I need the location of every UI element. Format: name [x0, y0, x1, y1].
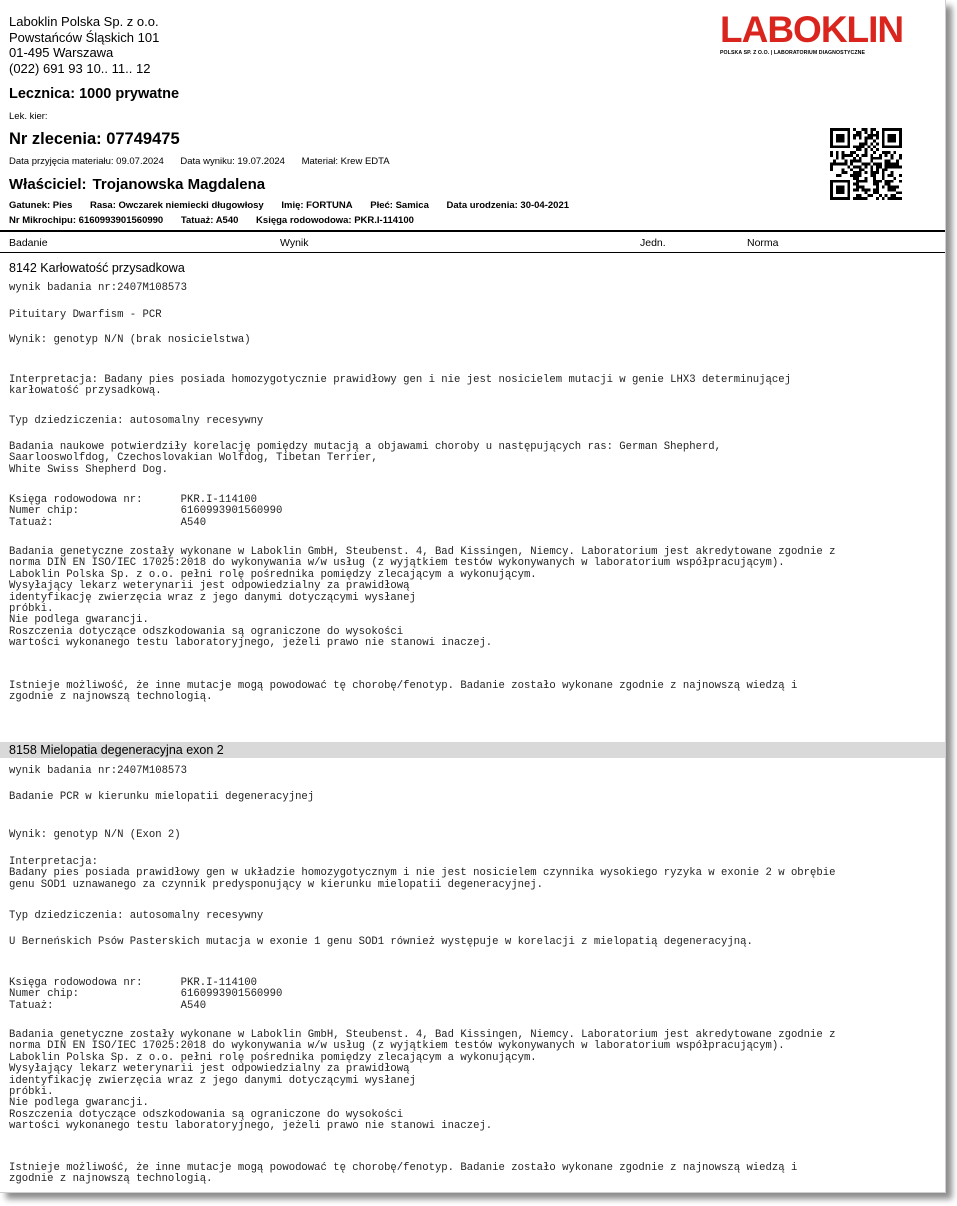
animal-species: Gatunek: Pies: [9, 200, 73, 211]
column-header-badanie: Badanie: [9, 237, 48, 249]
mutation-note: Istnieje możliwość, że inne mutacje mogą powodować tę chorobę/fenotyp. Badanie zostało wykonane zgodnie z najnowszą wiedzą i zgodnie z najnowszą technologią.: [9, 1162, 798, 1186]
result-genotype: Wynik: genotyp N/N (Exon 2): [9, 829, 181, 841]
interpretation: Interpretacja: Badany pies posiada homozygotycznie prawidłowy gen i nie jest nosicielem mutacji w genie LHX3 determinującej karłowatość przysadkową.: [9, 374, 791, 398]
lab-disclaimer: Badania genetyczne zostały wykonane w Laboklin GmbH, Steubenst. 4, Bad Kissingen, Niemcy. Laboratorium jest akredytowane zgodnie z norma DIN EN ISO/IEC 17025:2018 do wykonywania w/w usług (z wyjątkiem testów wykonywanych w laboratorium współpracującym). Laboklin Polska Sp. z o.o. pełni rolę pośrednika pomiędzy zlecającym a wykonującym. Wysyłający lekarz weterynarii jest odpowiedzialny za prawidłową identyfikację zwierzęcia wraz z jego danymi dotyczącymi wysłanej próbki. Nie podlega gwarancji. Roszczenia dotyczące odszkodowania są ograniczone do wysokości wartości wykonanego testu laboratoryjnego, jeżeli prawo nie stanowi inaczej.: [9, 1029, 836, 1133]
material: Materiał: Krew EDTA: [301, 156, 390, 167]
animal-breed: Rasa: Owczarek niemiecki długowłosy: [90, 200, 264, 211]
company-name: Laboklin Polska Sp. z o.o.: [9, 14, 159, 29]
animal-sex: Płeć: Samica: [370, 200, 429, 211]
lek-kier-label: Lek. kier:: [9, 111, 48, 122]
result-genotype: Wynik: genotyp N/N (brak nosicielstwa): [9, 334, 251, 346]
company-phone: (022) 691 93 10.. 11.. 12: [9, 60, 151, 76]
column-header-divider: [0, 252, 945, 253]
animal-row: [9, 200, 584, 211]
animal-name: Imię: FORTUNA: [281, 200, 353, 211]
pedigree-number: Księga rodowodowa: PKR.I-114100: [256, 215, 414, 226]
breed-correlation: U Berneńskich Psów Pasterskich mutacja w exonie 1 genu SOD1 również występuje w korelacji z mielopatią degeneracyjną.: [9, 936, 753, 948]
received-date: Data przyjęcia materiału: 09.07.2024: [9, 156, 164, 167]
column-header-wynik: Wynik: [280, 237, 309, 249]
animal-birth: Data urodzenia: 30-04-2021: [446, 200, 570, 211]
clinic-label: Lecznica: 1000 prywatne: [9, 86, 180, 102]
laboklin-logo: [720, 9, 915, 56]
inheritance-type: Typ dziedziczenia: autosomalny recesywny: [9, 910, 264, 922]
interpretation: Interpretacja: Badany pies posiada prawidłowy gen w układzie homozygotycznym i nie jest nosicielem czynnika wysokiego ryzyka w exonie 2 w obrębie genu SOD1 uznawanego za czynnik predysponujący w kierunku mielopatii degeneracyjnej.: [9, 856, 836, 891]
test-name: Badanie PCR w kierunku mielopatii degeneracyjnej: [9, 791, 315, 803]
column-header-jedn: Jedn.: [640, 237, 666, 249]
company-street: Powstańców Śląskich 101: [9, 29, 160, 45]
result-number: wynik badania nr:2407M108573: [9, 765, 188, 777]
company-city: 01-495 Warszawa: [9, 45, 114, 61]
result-date: Data wyniku: 19.07.2024: [180, 156, 285, 167]
result-number: wynik badania nr:2407M108573: [9, 282, 188, 294]
animal-ids-block: Księga rodowodowa nr: PKR.I-114100 Numer chip: 6160993901560990 Tatuaż: A540: [9, 494, 283, 529]
order-number: Nr zlecenia: 07749475: [9, 130, 180, 148]
owner-name: Trojanowska Magdalena: [92, 176, 266, 193]
mutation-note: Istnieje możliwość, że inne mutacje mogą powodować tę chorobę/fenotyp. Badanie zostało wykonane zgodnie z najnowszą wiedzą i zgodnie z najnowszą technologią.: [9, 680, 798, 704]
header-divider: [0, 230, 945, 232]
logo-subtitle: POLSKA SP. Z O.O. | LABORATORIUM DIAGNOSTYCZNE: [720, 50, 866, 56]
logo-wordmark: LABOKLIN: [720, 9, 904, 50]
owner-label: Właściciel:: [9, 176, 87, 193]
section-title: 8142 Karłowatość przysadkowa: [9, 261, 185, 275]
owner-row: [9, 176, 265, 193]
tattoo: Tatuaż: A540: [180, 215, 239, 226]
test-name: Pituitary Dwarfism - PCR: [9, 309, 162, 321]
lab-disclaimer: Badania genetyczne zostały wykonane w Laboklin GmbH, Steubenst. 4, Bad Kissingen, Niemcy. Laboratorium jest akredytowane zgodnie z norma DIN EN ISO/IEC 17025:2018 do wykonywania w/w usług (z wyjątkiem testów wykonywanych w laboratorium współpracującym). Laboklin Polska Sp. z o.o. pełni rolę pośrednika pomiędzy zlecającym a wykonującym. Wysyłający lekarz weterynarii jest odpowiedzialny za prawidłową identyfikację zwierzęcia wraz z jego danymi dotyczącymi wysłanej próbki. Nie podlega gwarancji. Roszczenia dotyczące odszkodowania są ograniczone do wysokości wartości wykonanego testu laboratoryjnego, jeżeli prawo nie stanowi inaczej.: [9, 546, 836, 650]
ids-row: [9, 215, 429, 226]
section-title: 8158 Mielopatia degeneracyjna exon 2: [9, 743, 224, 757]
qr-code-icon: [830, 128, 902, 200]
inheritance-type: Typ dziedziczenia: autosomalny recesywny: [9, 415, 264, 427]
breed-correlation: Badania naukowe potwierdziły korelację pomiędzy mutacją a objawami choroby u następujących ras: German Shepherd, Saarlooswolfdog, Czechoslovakian Wolfdog, Tibetan Terrier, White Swiss Shepherd Dog.: [9, 441, 722, 476]
column-header-norma: Norma: [747, 237, 779, 249]
dates-row: [9, 156, 404, 167]
animal-ids-block: Księga rodowodowa nr: PKR.I-114100 Numer chip: 6160993901560990 Tatuaż: A540: [9, 977, 283, 1012]
chip-number: Nr Mikrochipu: 6160993901560990: [9, 215, 164, 226]
company-address: [9, 14, 159, 76]
